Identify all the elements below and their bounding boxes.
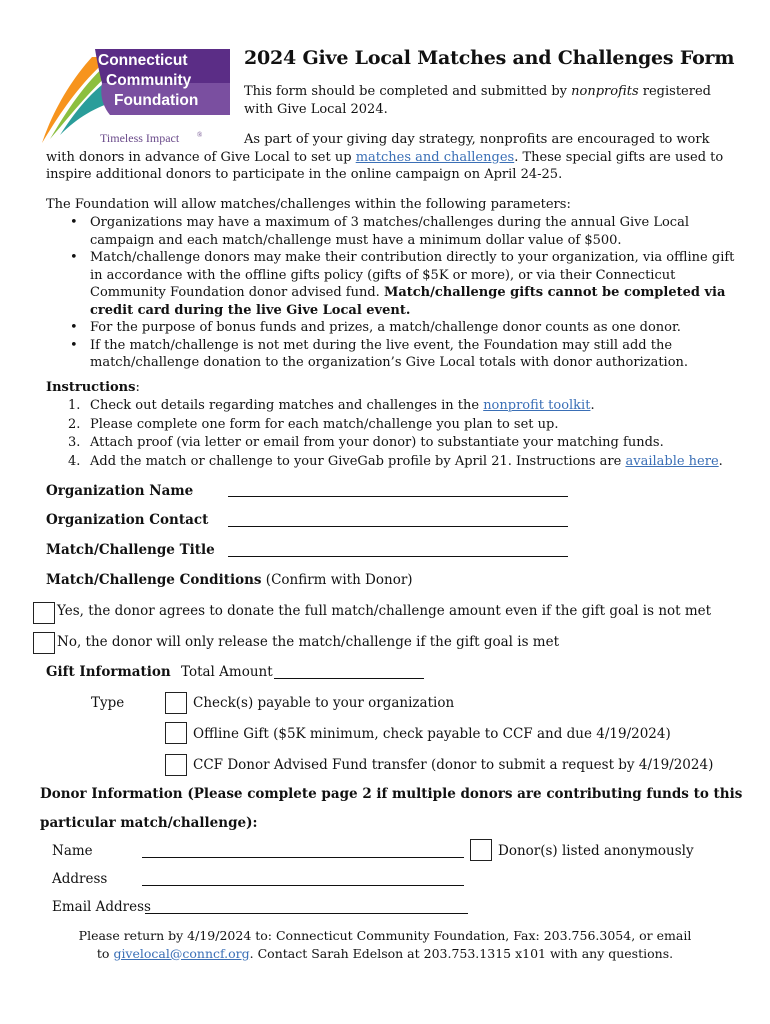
conditions-heading-bold: Match/Challenge Conditions xyxy=(46,572,262,588)
condition-yes-checkbox[interactable] xyxy=(33,602,55,624)
list-item xyxy=(90,249,735,319)
organization-name-field[interactable] xyxy=(228,496,568,497)
step-text: Add the match or challenge to your GiveGab profile by April 21. Instructions are xyxy=(90,453,626,469)
donor-address-field[interactable] xyxy=(142,885,464,886)
condition-yes-label: Yes, the donor agrees to donate the full match/challenge amount even if the gift goal is not met xyxy=(57,603,712,619)
bullet-text: Match/challenge donors may make their contribution directly to your organization, via offline gift in accordance with the offline gifts policy (gifts of $5K or more), or via their Connecticut Community Foundation donor advised fund. xyxy=(90,250,735,300)
matches-and-challenges-link[interactable]: matches and challenges xyxy=(355,149,515,165)
instructions-colon: : xyxy=(135,380,140,395)
conditions-note: (Confirm with Donor) xyxy=(261,572,413,588)
step-text: Check out details regarding matches and challenges in the xyxy=(90,398,484,413)
intro2-text: As part of your giving day strategy, nonprofits are encouraged to work with donors in advance of Give Local to set up xyxy=(46,132,710,165)
match-title-field[interactable] xyxy=(228,556,568,557)
nonprofit-toolkit-link[interactable]: nonprofit toolkit xyxy=(483,398,591,413)
step-number: 2. xyxy=(68,416,81,432)
total-amount-label: Total Amount xyxy=(181,664,273,680)
donor-email-label: Email Address xyxy=(52,899,151,915)
step-number: 3. xyxy=(68,435,81,450)
givelocal-email-link[interactable]: givelocal@conncf.org xyxy=(113,945,250,961)
gift-type-check-label: Check(s) payable to your organization xyxy=(193,695,455,711)
parameters-intro: The Foundation will allow matches/challenges within the following parameters: xyxy=(46,197,571,212)
donor-information-heading-line1: Donor Information (Please complete page 2 if multiple donors are contributing funds to this xyxy=(40,786,743,802)
list-item xyxy=(68,397,735,416)
condition-no-label: No, the donor will only release the match/challenge if the gift goal is met xyxy=(57,634,560,650)
form-title: 2024 Give Local Matches and Challenges Form xyxy=(244,47,735,69)
organization-contact-label: Organization Contact xyxy=(46,512,209,528)
gift-type-label: Type xyxy=(91,695,125,711)
donor-email-field[interactable] xyxy=(145,913,468,914)
donor-name-field[interactable] xyxy=(142,857,464,858)
gift-type-check-checkbox[interactable] xyxy=(165,692,187,714)
return-instructions-footer xyxy=(60,927,710,962)
list-item xyxy=(90,337,735,372)
step-number: 4. xyxy=(68,453,81,469)
gift-type-daf-checkbox[interactable] xyxy=(165,754,187,776)
svg-text:®: ® xyxy=(197,131,203,139)
bullet-text: For the purpose of bonus funds and prizes, a match/challenge donor counts as one donor. xyxy=(90,320,681,335)
list-item xyxy=(68,453,735,472)
footer-line1: Please return by 4/19/2024 to: Connecticut Community Foundation, Fax: 203.756.3054, or email xyxy=(78,928,692,943)
step-number: 1. xyxy=(68,398,81,413)
conditions-heading xyxy=(46,572,413,588)
logo-text-line1: Connecticut xyxy=(98,52,188,69)
gift-type-offline-checkbox[interactable] xyxy=(165,722,187,744)
bullet-text: Organizations may have a maximum of 3 matches/challenges during the annual Give Local campaign and each match/challenge must have a minimum dollar value of $500. xyxy=(90,215,689,248)
gift-type-daf-label: CCF Donor Advised Fund transfer (donor to submit a request by 4/19/2024) xyxy=(193,757,714,773)
total-amount-field[interactable] xyxy=(274,678,424,679)
donor-information-heading-line2: particular match/challenge): xyxy=(40,815,258,831)
intro-emphasis: nonprofits xyxy=(571,84,639,99)
gift-information-heading: Gift Information xyxy=(46,664,171,680)
donor-anonymous-checkbox[interactable] xyxy=(470,839,492,861)
intro-paragraph-2 xyxy=(46,131,736,184)
step-text-end: . xyxy=(718,453,723,469)
bullet-bold-text: Match/challenge gifts cannot be completed via credit card during the live Give Local event. xyxy=(90,285,726,318)
donor-address-label: Address xyxy=(52,871,108,887)
intro-text: This form should be completed and submitted by xyxy=(244,84,572,99)
available-here-link[interactable]: available here xyxy=(625,453,719,469)
intro-paragraph-1 xyxy=(244,83,714,118)
logo-text-line3: Foundation xyxy=(114,92,199,109)
footer-contact-text: . Contact Sarah Edelson at 203.753.1315 x101 with any questions. xyxy=(249,945,674,961)
gift-type-offline-label: Offline Gift ($5K minimum, check payable to CCF and due 4/19/2024) xyxy=(193,726,671,742)
list-item xyxy=(68,434,735,453)
footer-to: to xyxy=(96,945,114,961)
organization-name-label: Organization Name xyxy=(46,483,194,499)
logo-text-line2: Community xyxy=(106,72,192,89)
step-text: Attach proof (via letter or email from your donor) to substantiate your matching funds. xyxy=(90,435,664,450)
logo-tagline: Timeless Impact xyxy=(100,131,180,145)
intro-text-end: registered with Give Local 2024. xyxy=(244,84,711,117)
condition-no-checkbox[interactable] xyxy=(33,632,55,654)
donor-name-label: Name xyxy=(52,843,93,859)
bullet-text: If the match/challenge is not met during the live event, the Foundation may still add the match/challenge donation to the organization’s Give Local totals with donor authorization. xyxy=(90,337,689,370)
donor-anonymous-label: Donor(s) listed anonymously xyxy=(498,843,694,859)
instructions-heading xyxy=(46,379,140,397)
instructions-list xyxy=(68,397,735,471)
intro2-text-end: . These special gifts are used to inspire additional donors to participate in the online campaign on April 24-25. xyxy=(46,149,724,182)
list-item xyxy=(90,214,735,249)
instructions-heading-text: Instructions xyxy=(46,380,136,395)
parameters-list xyxy=(90,214,735,372)
step-text: Please complete one form for each match/challenge you plan to set up. xyxy=(90,416,559,432)
match-title-label: Match/Challenge Title xyxy=(46,542,215,558)
organization-contact-field[interactable] xyxy=(228,526,568,527)
step-text-end: . xyxy=(590,398,595,413)
list-item xyxy=(68,416,735,435)
list-item xyxy=(90,319,735,337)
